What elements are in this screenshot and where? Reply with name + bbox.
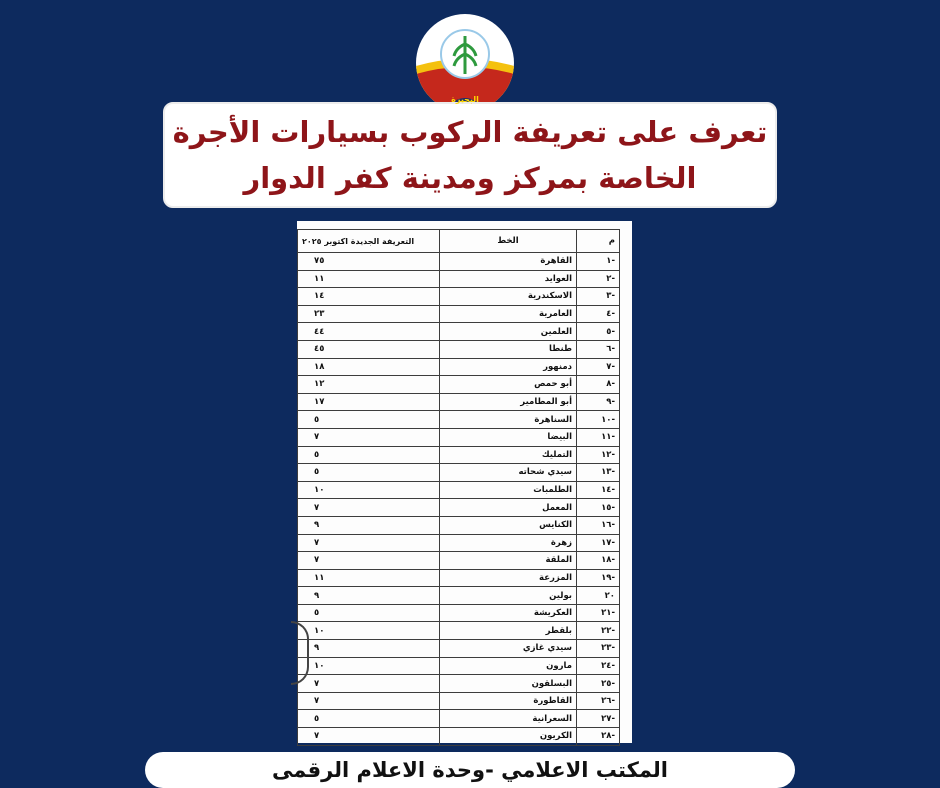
title-line-2: الخاصة بمركز ومدينة كفر الدوار [243,161,697,195]
table-row [298,481,620,499]
row-line: الكنايس [440,516,577,534]
table-row [298,675,620,693]
row-num: -١٩ [577,569,620,587]
row-fare: ١٤ [298,288,440,306]
row-num: -١٢ [577,446,620,464]
row-line: الكريون [440,728,577,746]
row-fare: ٩ [298,516,440,534]
row-fare: ٢٣ [298,305,440,323]
table-row [298,728,620,746]
header-fare: التعريفة الجديدة اكتوبر ٢٠٢٥ [298,230,440,253]
fare-table-body [298,253,620,746]
table-row [298,358,620,376]
row-line: القاطورة [440,692,577,710]
row-num: -١ [577,253,620,271]
row-num: -٢٢ [577,622,620,640]
row-line: سيدي شحاته [440,464,577,482]
row-num: ٢٠ [577,587,620,605]
row-fare: ٧ [298,499,440,517]
table-row [298,657,620,675]
row-num: -٢ [577,270,620,288]
table-row [298,288,620,306]
table-row [298,376,620,394]
table-row [298,340,620,358]
row-fare: ١١ [298,270,440,288]
table-row [298,253,620,271]
table-row [298,428,620,446]
table-row [298,569,620,587]
row-fare: ٧ [298,428,440,446]
row-line: زهرة [440,534,577,552]
row-num: -١٨ [577,552,620,570]
table-row [298,323,620,341]
row-num: -٢١ [577,604,620,622]
row-fare: ٥ [298,604,440,622]
row-num: -١١ [577,428,620,446]
row-num: -٢٧ [577,710,620,728]
row-fare: ١٠ [298,481,440,499]
row-fare: ٩ [298,587,440,605]
row-fare: ٥ [298,464,440,482]
row-line: الاسكندرية [440,288,577,306]
row-num: -٩ [577,393,620,411]
row-num: -٨ [577,376,620,394]
row-fare: ١٧ [298,393,440,411]
table-row [298,305,620,323]
row-num: -٢٣ [577,640,620,658]
row-fare: ٤٥ [298,340,440,358]
row-line: طنطا [440,340,577,358]
row-fare: ٧ [298,552,440,570]
table-row [298,411,620,429]
row-fare: ١٠ [298,622,440,640]
table-header-row [298,230,620,253]
row-fare: ٧ [298,692,440,710]
row-line: مارون [440,657,577,675]
table-row [298,516,620,534]
row-num: -١٣ [577,464,620,482]
row-fare: ٧ [298,728,440,746]
table-row [298,534,620,552]
row-line: العكريشة [440,604,577,622]
footer-bar [145,752,795,788]
table-row [298,692,620,710]
fare-table [297,229,620,746]
row-num: -٢٦ [577,692,620,710]
row-fare: ٧٥ [298,253,440,271]
row-line: السعرانية [440,710,577,728]
row-line: العلمين [440,323,577,341]
row-line: أبو المطامير [440,393,577,411]
table-row [298,587,620,605]
row-line: أبو حمص [440,376,577,394]
table-row [298,499,620,517]
header-num: م [577,230,620,253]
footer-text: المكتب الاعلامي -وحدة الاعلام الرقمى [272,758,668,782]
row-line: المعمل [440,499,577,517]
row-fare: ٥ [298,411,440,429]
row-fare: ٤٤ [298,323,440,341]
row-line: البسلقون [440,675,577,693]
table-row [298,464,620,482]
row-line: العوايد [440,270,577,288]
row-num: -٢٥ [577,675,620,693]
row-fare: ٥ [298,710,440,728]
title-line-1: تعرف على تعريفة الركوب بسيارات الأجرة [172,115,768,149]
table-row [298,270,620,288]
row-fare: ٧ [298,675,440,693]
table-row [298,622,620,640]
row-line: دمنهور [440,358,577,376]
header-line: الخط [440,230,577,253]
row-line: التمليك [440,446,577,464]
table-row [298,710,620,728]
row-num: -١٦ [577,516,620,534]
logo-label: البحيرة [451,95,479,104]
stamp-edge-icon [291,621,309,685]
table-row [298,640,620,658]
table-row [298,552,620,570]
row-line: بولين [440,587,577,605]
table-row [298,393,620,411]
title-card [163,102,777,208]
row-fare: ١٨ [298,358,440,376]
row-line: الطلمبات [440,481,577,499]
row-line: البيضا [440,428,577,446]
table-row [298,446,620,464]
row-num: -١٧ [577,534,620,552]
row-line: العامرية [440,305,577,323]
row-line: سيدي غازي [440,640,577,658]
row-fare: ٧ [298,534,440,552]
row-fare: ٩ [298,640,440,658]
row-num: -٣ [577,288,620,306]
governorate-logo [416,14,514,112]
row-line: الملقة [440,552,577,570]
row-num: -١٥ [577,499,620,517]
row-line: بلقطر [440,622,577,640]
row-line: القاهرة [440,253,577,271]
row-num: -٧ [577,358,620,376]
table-row [298,604,620,622]
row-fare: ١٢ [298,376,440,394]
row-num: -٦ [577,340,620,358]
row-fare: ١٠ [298,657,440,675]
row-num: -٤ [577,305,620,323]
row-num: -٢٨ [577,728,620,746]
fare-document [297,221,632,743]
row-line: المزرعة [440,569,577,587]
row-fare: ٥ [298,446,440,464]
row-line: السناهرة [440,411,577,429]
row-num: -٥ [577,323,620,341]
row-num: -١٤ [577,481,620,499]
row-num: -١٠ [577,411,620,429]
row-fare: ١١ [298,569,440,587]
row-num: -٢٤ [577,657,620,675]
